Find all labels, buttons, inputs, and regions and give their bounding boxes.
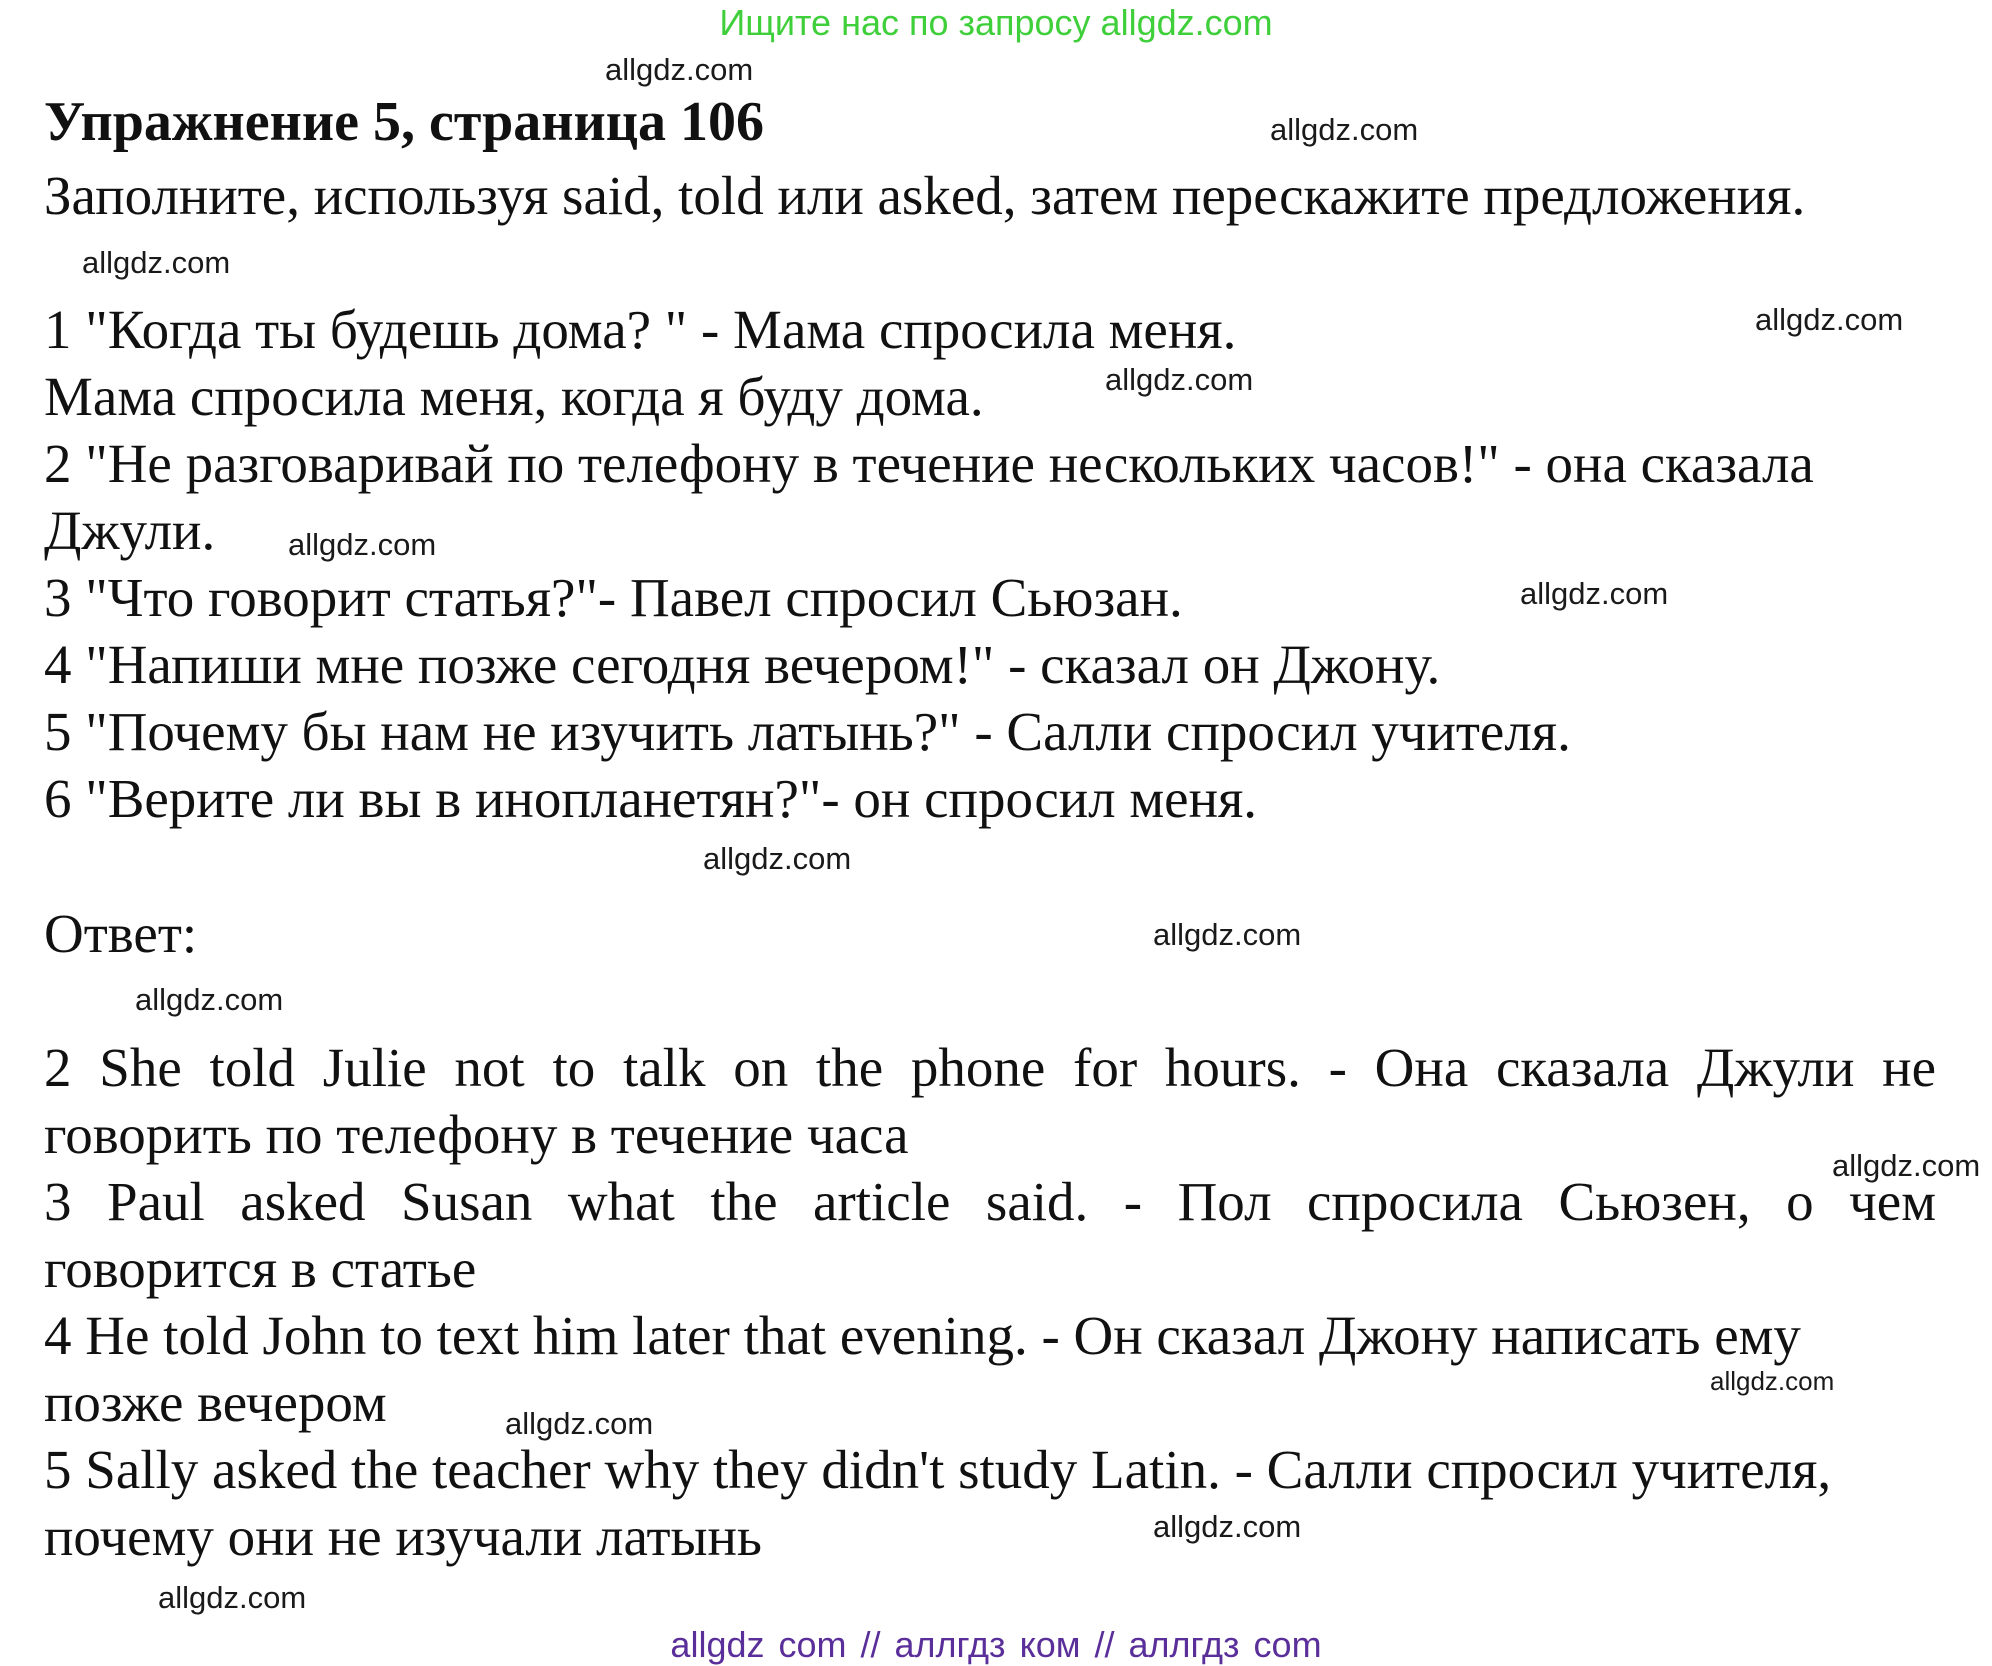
answer-line: 2 She told Julie not to talk on the phone for hours. - Она сказала Джули не — [44, 1037, 1936, 1098]
answer-line: почему они не изучали латынь — [44, 1506, 762, 1567]
answer-line: 5 Sally asked the teacher why they didn't study Latin. - Салли спросил учителя, — [44, 1439, 1832, 1500]
answer-line: 4 He told John to text him later that evening. - Он сказал Джону написать ему — [44, 1305, 1801, 1366]
watermark: allgdz.com — [82, 245, 231, 280]
task-line: 4 "Напиши мне позже сегодня вечером!" - сказал он Джону. — [44, 634, 1441, 695]
task-line: 5 "Почему бы нам не изучить латынь?" - Салли спросил учителя. — [44, 701, 1571, 762]
watermark: allgdz.com — [135, 982, 284, 1017]
watermark: allgdz.com — [1710, 1366, 1835, 1396]
watermark: allgdz.com — [505, 1406, 654, 1441]
watermark: allgdz.com — [1832, 1148, 1981, 1183]
answer-line: позже вечером — [44, 1372, 387, 1433]
task-line: 6 "Верите ли вы в инопланетян?"- он спросил меня. — [44, 768, 1258, 829]
watermark: allgdz.com — [1153, 917, 1302, 952]
bottom-banner: allgdz com // аллгдз ком // аллгдз com — [670, 1624, 1322, 1665]
task-line: Джули. — [44, 500, 216, 561]
task-line: 1 "Когда ты будешь дома? " - Мама спросила меня. — [44, 299, 1237, 360]
watermark: allgdz.com — [1520, 576, 1669, 611]
watermark: allgdz.com — [1270, 112, 1419, 147]
watermark: allgdz.com — [1755, 302, 1904, 337]
task-line: Мама спросила меня, когда я буду дома. — [44, 366, 984, 427]
instruction-text: Заполните, используя said, told или asked, затем перескажите предложения. — [44, 165, 1806, 226]
answer-line: 3 Paul asked Susan what the article said. - Пол спросила Сьюзен, о чем — [44, 1171, 1936, 1232]
answer-line: говорится в статье — [44, 1238, 477, 1299]
watermark: allgdz.com — [703, 841, 852, 876]
watermark: allgdz.com — [288, 527, 437, 562]
watermark: allgdz.com — [1105, 362, 1254, 397]
watermark: allgdz.com — [1153, 1509, 1302, 1544]
exercise-title: Упражнение 5, страница 106 — [44, 91, 765, 153]
task-line: 3 "Что говорит статья?"- Павел спросил Сьюзан. — [44, 567, 1183, 628]
task-line: 2 "Не разговаривай по телефону в течение нескольких часов!" - она сказала — [44, 433, 1814, 494]
top-banner: Ищите нас по запросу allgdz.com — [719, 2, 1273, 43]
answer-label: Ответ: — [44, 903, 198, 964]
watermark: allgdz.com — [605, 52, 754, 87]
watermark: allgdz.com — [158, 1580, 307, 1615]
answer-line: говорить по телефону в течение часа — [44, 1104, 909, 1165]
